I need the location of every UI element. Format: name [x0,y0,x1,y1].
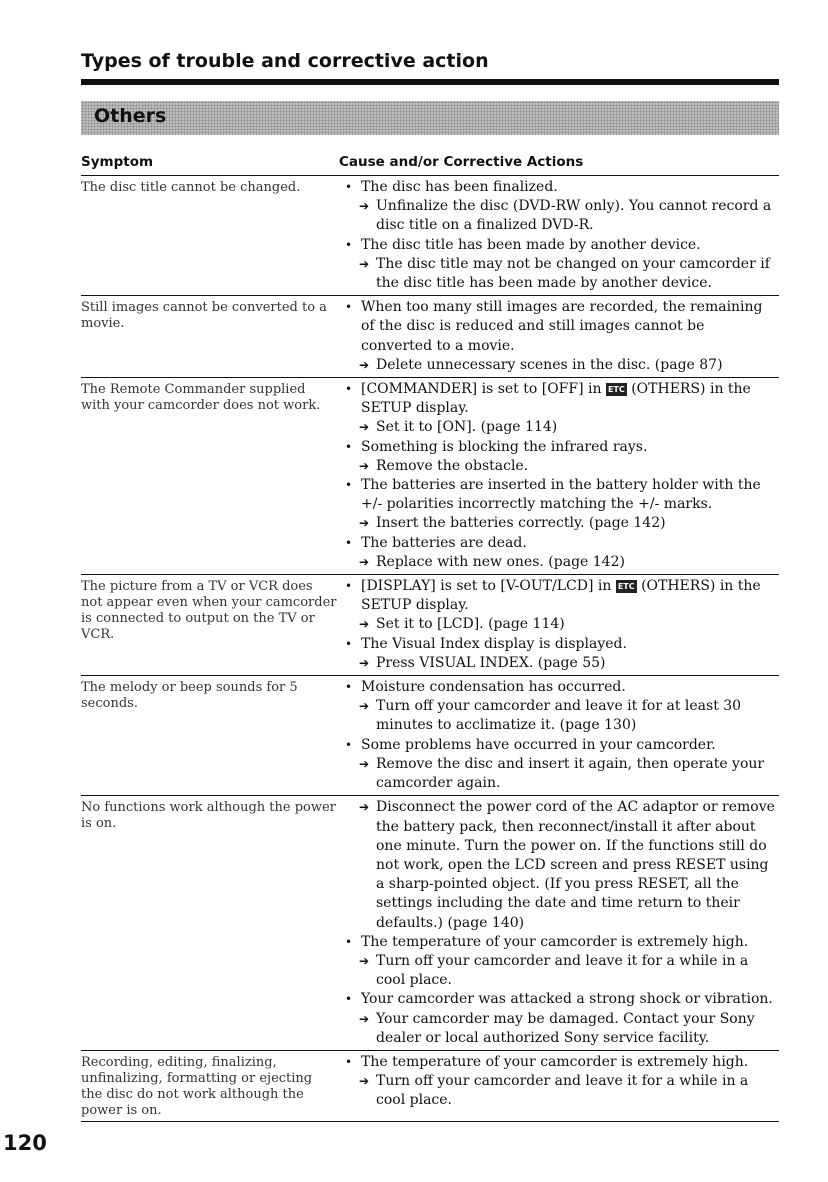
item-text: Your camcorder was attacked a strong shock or vibration. [361,991,773,1008]
table-row [81,378,779,575]
symptom-cell: No functions work although the power is on. [81,800,336,832]
item-text: Remove the obstacle. [376,457,529,474]
item-text: The temperature of your camcorder is extremely high. [361,1053,749,1070]
causes-cell [339,678,779,793]
cause-item [339,1053,779,1072]
item-text: Your camcorder may be damaged. Contact your Sony dealer or local authorized Sony service facility. [376,1010,755,1046]
item-text: Set it to [ON]. (page 114) [376,419,558,436]
item-text: Insert the batteries correctly. (page 142) [376,515,666,532]
item-text: Something is blocking the infrared rays. [361,438,648,455]
others-etc-icon: ETC [607,385,625,395]
arrow-right-icon: ➔ [359,617,370,632]
bullet-icon: • [345,478,353,493]
symptom-column-header: Symptom [81,154,154,170]
cause-item [339,990,779,1009]
item-text: Some problems have occurred in your camcorder. [361,736,716,753]
arrow-right-icon: ➔ [359,199,370,214]
bullet-icon: • [345,1054,353,1069]
item-text: Turn off your camcorder and leave it for a while in a cool place. [376,1073,749,1109]
action-item [339,798,779,932]
cause-item [339,298,779,356]
item-text: When too many still images are recorded, the remaining of the disc is reduced and still images cannot be converted to a movie. [361,299,763,354]
item-text: The temperature of your camcorder is extremely high. [361,933,749,950]
arrow-right-icon: ➔ [359,800,370,815]
item-text: Turn off your camcorder and leave it for a while in a cool place. [376,952,749,989]
causes-cell [339,577,779,673]
action-item [339,255,779,293]
cause-item [339,178,779,197]
item-text: (OTHERS) in the SETUP display. [361,578,761,614]
item-text: (OTHERS) in the SETUP display. [361,381,751,417]
action-item [339,1010,779,1048]
table-row [81,296,779,378]
cause-item [339,577,779,615]
action-item [339,418,779,437]
bullet-icon: • [345,737,353,752]
symptom-cell: The disc title cannot be changed. [81,180,301,195]
table-row [81,1051,779,1122]
arrow-right-icon: ➔ [359,655,370,670]
cause-item [339,476,779,514]
item-text: The batteries are dead. [361,534,527,551]
item-text: Replace with new ones. (page 142) [376,553,625,570]
section-label: Others [94,105,167,127]
symptom-cell: The Remote Commander supplied with your camcorder does not work. [81,382,321,414]
cause-item [339,534,779,553]
bullet-icon: • [345,579,353,594]
arrow-right-icon: ➔ [359,420,370,435]
trouble-table [81,176,779,1122]
action-item [339,755,779,793]
page-title: Types of trouble and corrective action [81,50,489,72]
cause-column-header: Cause and/or Corrective Actions [339,154,584,170]
item-text: The Visual Index display is displayed. [361,635,627,652]
action-item [339,1072,779,1110]
action-item [339,697,779,735]
cause-item [339,678,779,697]
bullet-icon: • [345,382,353,397]
action-item [339,952,779,990]
item-text: The batteries are inserted in the battery holder with the +/- polarities incorrectly matching the +/- marks. [361,477,761,513]
arrow-right-icon: ➔ [359,1011,370,1026]
arrow-right-icon: ➔ [359,458,370,473]
item-text: The disc title has been made by another device. [361,236,701,253]
item-text: Delete unnecessary scenes in the disc. (page 87) [376,356,723,373]
symptom-cell: The picture from a TV or VCR does not appear even when your camcorder is connected to output on the TV or VCR. [81,579,337,643]
item-text: Turn off your camcorder and leave it for at least 30 minutes to acclimatize it. (page 130) [376,698,742,734]
arrow-right-icon: ➔ [359,357,370,372]
bullet-icon: • [345,535,353,550]
causes-cell [339,1053,779,1119]
arrow-right-icon: ➔ [359,554,370,569]
table-row [81,176,779,296]
bullet-icon: • [345,992,353,1007]
item-text: Press VISUAL INDEX. (page 55) [376,654,606,671]
action-item [339,197,779,235]
bullet-icon: • [345,300,353,315]
bullet-icon: • [345,680,353,695]
title-rule [81,79,779,85]
arrow-right-icon: ➔ [359,699,370,714]
cause-item [339,736,779,755]
section-bar [81,101,779,135]
action-item [339,356,779,375]
bullet-icon: • [345,237,353,252]
arrow-right-icon: ➔ [359,516,370,531]
action-item [339,654,779,673]
page-number: 120 [3,1131,47,1155]
arrow-right-icon: ➔ [359,756,370,771]
table-row [81,575,779,676]
bullet-icon: • [345,439,353,454]
item-text: Disconnect the power cord of the AC adaptor or remove the battery pack, then reconnect/install it after about one minute. Turn the power on. If the functions still do not work, open the LCD screen and press RESET using a sharp-pointed object. (If you press RESET, all the settings including the date and time return to their defaults.) (page 140) [376,799,775,931]
cause-item [339,933,779,952]
symptom-cell: Recording, editing, finalizing, unfinalizing, formatting or ejecting the disc do not work although the power is on. [81,1054,313,1118]
action-item [339,514,779,533]
item-text: Set it to [LCD]. (page 114) [376,616,565,633]
action-item [339,615,779,634]
cause-item [339,635,779,654]
action-item [339,457,779,476]
causes-cell [339,298,779,375]
item-text: The disc has been finalized. [361,179,558,195]
cause-item [339,438,779,457]
cause-item [339,380,779,418]
causes-cell [339,798,779,1048]
item-text: [COMMANDER] is set to [OFF] in [361,381,606,398]
arrow-right-icon: ➔ [359,256,370,271]
others-etc-icon: ETC [617,582,635,592]
table-row [81,796,779,1051]
action-item [339,553,779,572]
arrow-right-icon: ➔ [359,953,370,968]
table-row [81,676,779,796]
arrow-right-icon: ➔ [359,1074,370,1089]
item-text: Remove the disc and insert it again, then operate your camcorder again. [376,755,765,792]
item-text: The disc title may not be changed on your camcorder if the disc title has been made by another device. [376,255,770,292]
item-text: Moisture condensation has occurred. [361,679,626,696]
bullet-icon: • [345,934,353,949]
causes-cell [339,380,779,572]
cause-item [339,236,779,255]
item-text: [DISPLAY] is set to [V-OUT/LCD] in [361,578,616,595]
causes-cell [339,178,779,293]
symptom-cell: The melody or beep sounds for 5 seconds. [81,680,298,712]
symptom-cell: Still images cannot be converted to a movie. [81,300,327,332]
item-text: Unfinalize the disc (DVD-RW only). You cannot record a disc title on a finalized DVD-R. [376,198,772,234]
bullet-icon: • [345,180,353,194]
bullet-icon: • [345,636,353,651]
